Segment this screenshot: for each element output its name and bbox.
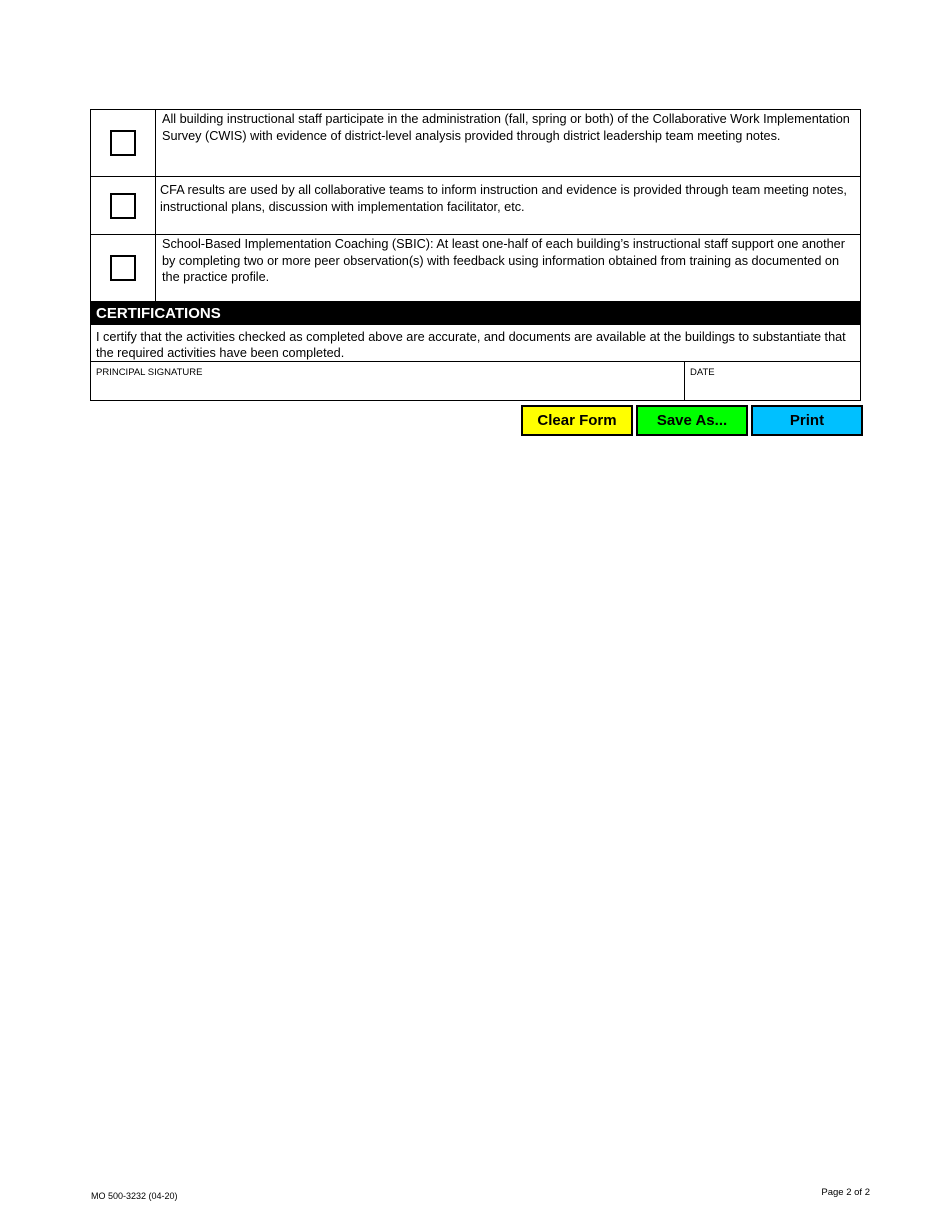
save-as-button[interactable]: Save As... <box>636 405 748 436</box>
certifications-header: CERTIFICATIONS <box>91 302 860 325</box>
signature-row <box>91 362 860 400</box>
principal-signature-field[interactable] <box>91 362 685 400</box>
print-button[interactable]: Print <box>751 405 863 436</box>
form-action-bar <box>521 405 863 436</box>
checklist-item-text: CFA results are used by all collaborative teams to inform instruction and evidence is provided through team meeting notes, instructional plans, discussion with implementation facilitator, etc. <box>160 183 847 214</box>
checklist-item-text: School-Based Implementation Coaching (SBIC): At least one-half of each building’s instructional staff support one another by completing two or more peer observation(s) with feedback using information obtained from training as documented on the practice profile. <box>162 237 845 284</box>
form-id: MO 500-3232 (04-20) <box>91 1191 178 1201</box>
checklist-row <box>91 177 860 235</box>
certification-statement: I certify that the activities checked as completed above are accurate, and documents are available at the buildings to substantiate that the required activities have been completed. <box>91 325 860 362</box>
checklist-row <box>91 235 860 302</box>
checkbox-cell <box>91 110 156 176</box>
sbic-checkbox[interactable] <box>110 255 136 281</box>
page-number: Page 2 of 2 <box>821 1187 870 1198</box>
clear-form-button[interactable]: Clear Form <box>521 405 633 436</box>
date-field[interactable] <box>685 362 860 400</box>
checkbox-cell <box>91 177 156 234</box>
cwis-checkbox[interactable] <box>110 130 136 156</box>
principal-signature-label: PRINCIPAL SIGNATURE <box>96 367 203 378</box>
cfa-checkbox[interactable] <box>110 193 136 219</box>
checkbox-cell <box>91 235 156 301</box>
checklist-item-text: All building instructional staff participate in the administration (fall, spring or both) of the Collaborative Work Implementation Survey (CWIS) with evidence of district-level analysis provided through district leadership team meeting notes. <box>162 112 850 143</box>
checklist-row <box>91 110 860 177</box>
checklist-form <box>90 109 861 401</box>
date-label: DATE <box>690 367 715 378</box>
